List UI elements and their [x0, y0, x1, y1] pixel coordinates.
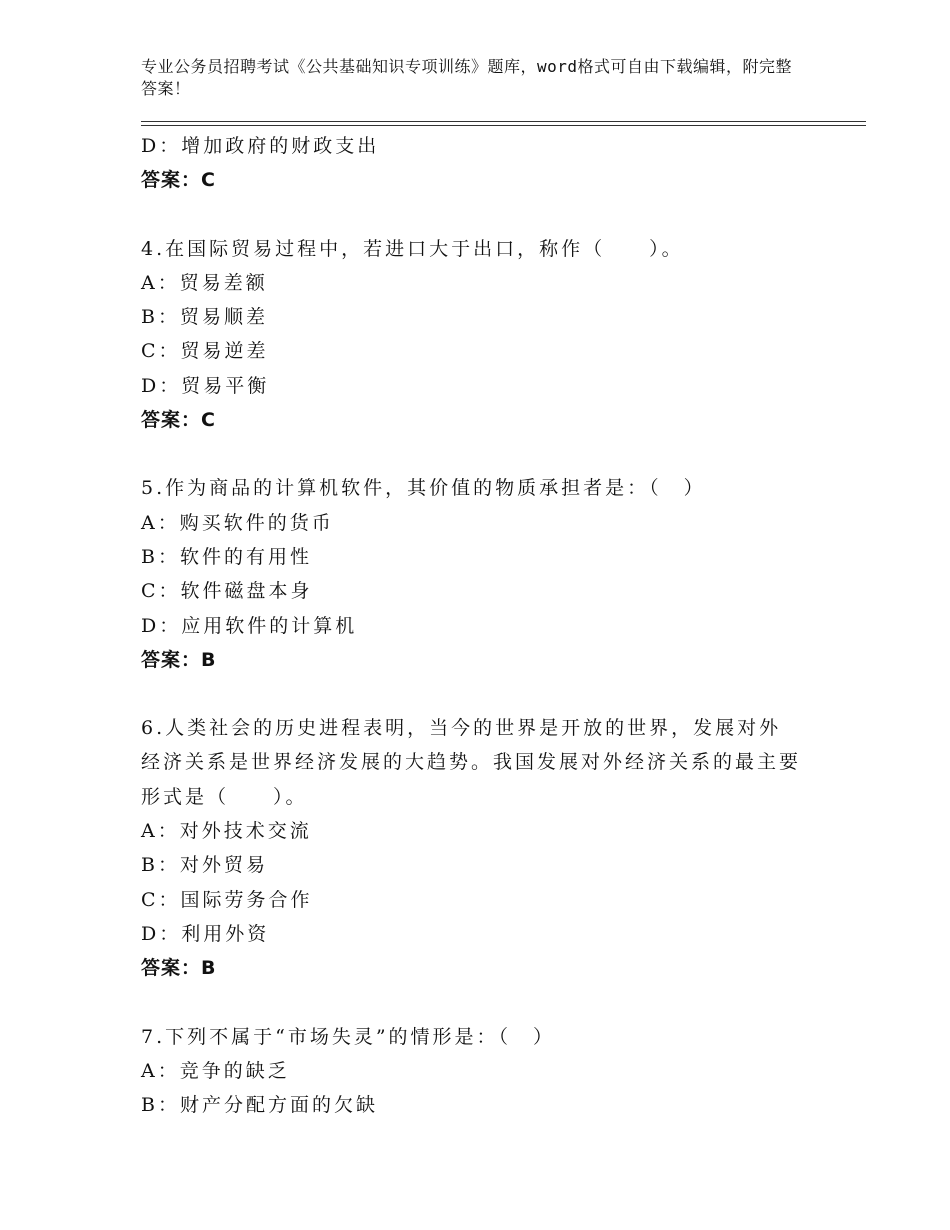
option-a: A：贸易差额 [141, 271, 268, 294]
question-4 [141, 232, 841, 438]
question-text: 5.作为商品的计算机软件，其价值的物质承担者是：（ ） [141, 477, 706, 500]
option-b: B：财产分配方面的欠缺 [141, 1094, 378, 1117]
option-d: D：贸易平衡 [141, 374, 270, 397]
option-b: B：对外贸易 [141, 854, 268, 877]
question-7 [141, 1020, 841, 1123]
question-text: 6.人类社会的历史进程表明，当今的世界是开放的世界，发展对外经济关系是世界经济发展的大趋势。我国发展对外经济关系的最主要形式是（ ）。 [141, 717, 802, 808]
option-a: A：对外技术交流 [141, 820, 312, 843]
question-5 [141, 471, 841, 677]
question-text: 4.在国际贸易过程中，若进口大于出口，称作（ ）。 [141, 237, 684, 260]
option-d: D：应用软件的计算机 [141, 614, 358, 637]
document-header: 专业公务员招聘考试《公共基础知识专项训练》题库，word格式可自由下载编辑，附完整答案！ [141, 57, 793, 98]
option-c: C：国际劳务合作 [141, 888, 313, 911]
option-d: D：利用外资 [141, 922, 270, 945]
question-6 [141, 711, 841, 985]
question-text: 7.下列不属于“市场失灵”的情形是：（ ） [141, 1025, 556, 1048]
answer: 答案：B [141, 957, 217, 980]
header-divider [141, 121, 866, 126]
question-list [141, 129, 841, 1122]
option-b: B：软件的有用性 [141, 545, 312, 568]
question-fragment [141, 129, 841, 198]
option-c: C：贸易逆差 [141, 340, 269, 363]
option-d: D：增加政府的财政支出 [141, 135, 380, 157]
answer: 答案：B [141, 648, 217, 671]
option-a: A：购买软件的货币 [141, 511, 334, 534]
answer: 答案：C [141, 409, 216, 432]
option-b: B：贸易顺差 [141, 306, 268, 329]
option-a: A：竞争的缺乏 [141, 1059, 290, 1082]
answer: 答案：C [141, 169, 216, 192]
option-c: C：软件磁盘本身 [141, 580, 313, 603]
